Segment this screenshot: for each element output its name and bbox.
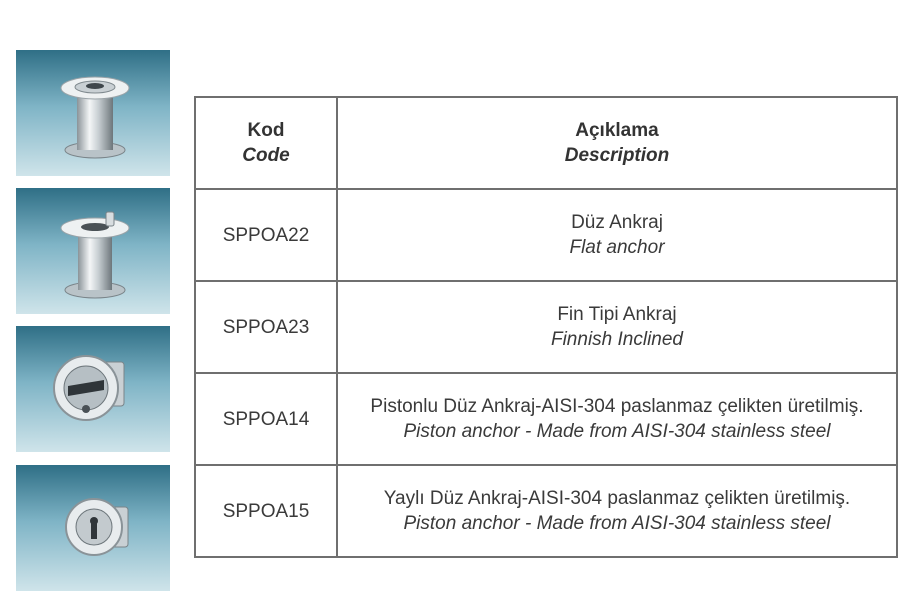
spring-anchor-icon (16, 465, 170, 591)
table-row (195, 281, 897, 373)
code-header-tr: Kod (247, 120, 285, 141)
product-code-cell: SPPOA22 (195, 189, 337, 281)
anchor-cylinder-icon (16, 50, 170, 176)
description-tr: Pistonlu Düz Ankraj-AISI-304 paslanmaz çelikten üretilmiş. (370, 396, 864, 417)
description-tr: Yaylı Düz Ankraj-AISI-304 paslanmaz çelikten üretilmiş. (383, 488, 851, 509)
table-row (195, 189, 897, 281)
description-column-header (337, 97, 897, 189)
product-description-cell (337, 189, 897, 281)
table-row (195, 373, 897, 465)
description-header-en: Description (564, 145, 670, 166)
description-en: Piston anchor - Made from AISI-304 stainless steel (403, 421, 831, 442)
product-photo-finnish-inclined (16, 188, 170, 314)
table-header-row (195, 97, 897, 189)
product-photo-flat-anchor (16, 50, 170, 176)
description-en: Piston anchor - Made from AISI-304 stainless steel (403, 513, 831, 534)
product-description-cell (337, 373, 897, 465)
description-tr: Fin Tipi Ankraj (557, 304, 677, 325)
product-spec-table (194, 96, 898, 558)
product-description-cell (337, 281, 897, 373)
description-header-tr: Açıklama (575, 120, 659, 141)
code-column-header (195, 97, 337, 189)
table-row (195, 465, 897, 557)
anchor-cylinder-icon (16, 188, 170, 314)
product-code-cell: SPPOA15 (195, 465, 337, 557)
description-tr: Düz Ankraj (571, 212, 663, 233)
product-description-cell (337, 465, 897, 557)
code-header-en: Code (242, 145, 290, 166)
product-photo-piston-anchor (16, 326, 170, 452)
piston-anchor-icon (16, 326, 170, 452)
description-en: Finnish Inclined (550, 329, 684, 350)
product-code-cell: SPPOA23 (195, 281, 337, 373)
description-en: Flat anchor (569, 237, 665, 258)
product-photo-spring-piston-anchor (16, 465, 170, 591)
product-code-cell: SPPOA14 (195, 373, 337, 465)
